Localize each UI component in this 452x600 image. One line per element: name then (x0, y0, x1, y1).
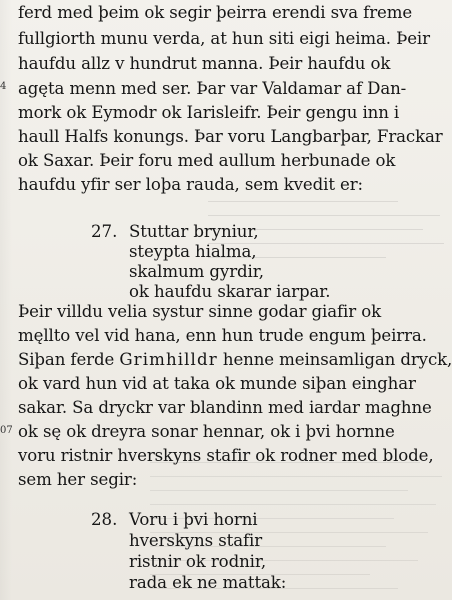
paragraph-line-suffix: henne meinsamligan dryck, (217, 350, 452, 369)
paragraph-line: haufdu yfir ser loþa rauda, sem kvedit er: (18, 175, 364, 194)
paragraph-line-prefix: Siþan ferde (18, 350, 120, 369)
paragraph-line: Þeir villdu velia systur sinne godar giafir ok (18, 302, 382, 321)
verse-line: rada ek ne mattak: (129, 573, 287, 592)
paragraph-line: voru ristnir hverskyns stafir ok rodner med blode, (18, 446, 434, 465)
verse-line: hverskyns stafir (129, 531, 263, 550)
paragraph-line: mork ok Eymodr ok Iarisleifr. Þeir gengu inn i (18, 103, 400, 122)
verse-number: 27. (91, 222, 118, 241)
paragraph-line: ferd med þeim ok segir þeirra erendi sva freme (18, 3, 413, 22)
margin-line-number: 4 (0, 81, 7, 92)
paragraph-line: fullgiorth munu verda, at hun siti eigi heima. Þeir (18, 29, 430, 48)
verse-line: Voru i þvi horni (129, 510, 258, 529)
paragraph-line: ok vard hun vid at taka ok munde siþan einghar (18, 374, 416, 393)
verse-line: ok haufdu skarar iarpar. (129, 282, 331, 301)
emphasized-name: Grimhilldr (119, 350, 218, 369)
paragraph-line (18, 350, 452, 370)
paragraph-line: sem her segir: (18, 470, 138, 489)
verse-line: Stuttar bryniur, (129, 222, 259, 241)
paragraph-line: sakar. Sa dryckr var blandinn med iardar maghne (18, 398, 432, 417)
paragraph-line: haull Halfs konungs. Þar voru Langbarþar, Frackar (18, 127, 443, 146)
paragraph-line: męllto vel vid hana, enn hun trude engum þeirra. (18, 326, 427, 345)
paragraph-line: ok Saxar. Þeir foru med aullum herbunade ok (18, 151, 396, 170)
paragraph-line: agęta menn med ser. Þar var Valdamar af Dan- (18, 79, 407, 98)
verse-line: steypta hialma, (129, 242, 257, 261)
paragraph-line: ok sę ok dreyra sonar hennar, ok i þvi hornne (18, 422, 395, 441)
verse-line: skalmum gyrdir, (129, 262, 264, 281)
margin-line-number: 07 (0, 425, 13, 436)
verse-line: ristnir ok rodnir, (129, 552, 267, 571)
verse-number: 28. (91, 510, 118, 529)
paragraph-line: haufdu allz v hundrut manna. Þeir haufdu ok (18, 54, 391, 73)
